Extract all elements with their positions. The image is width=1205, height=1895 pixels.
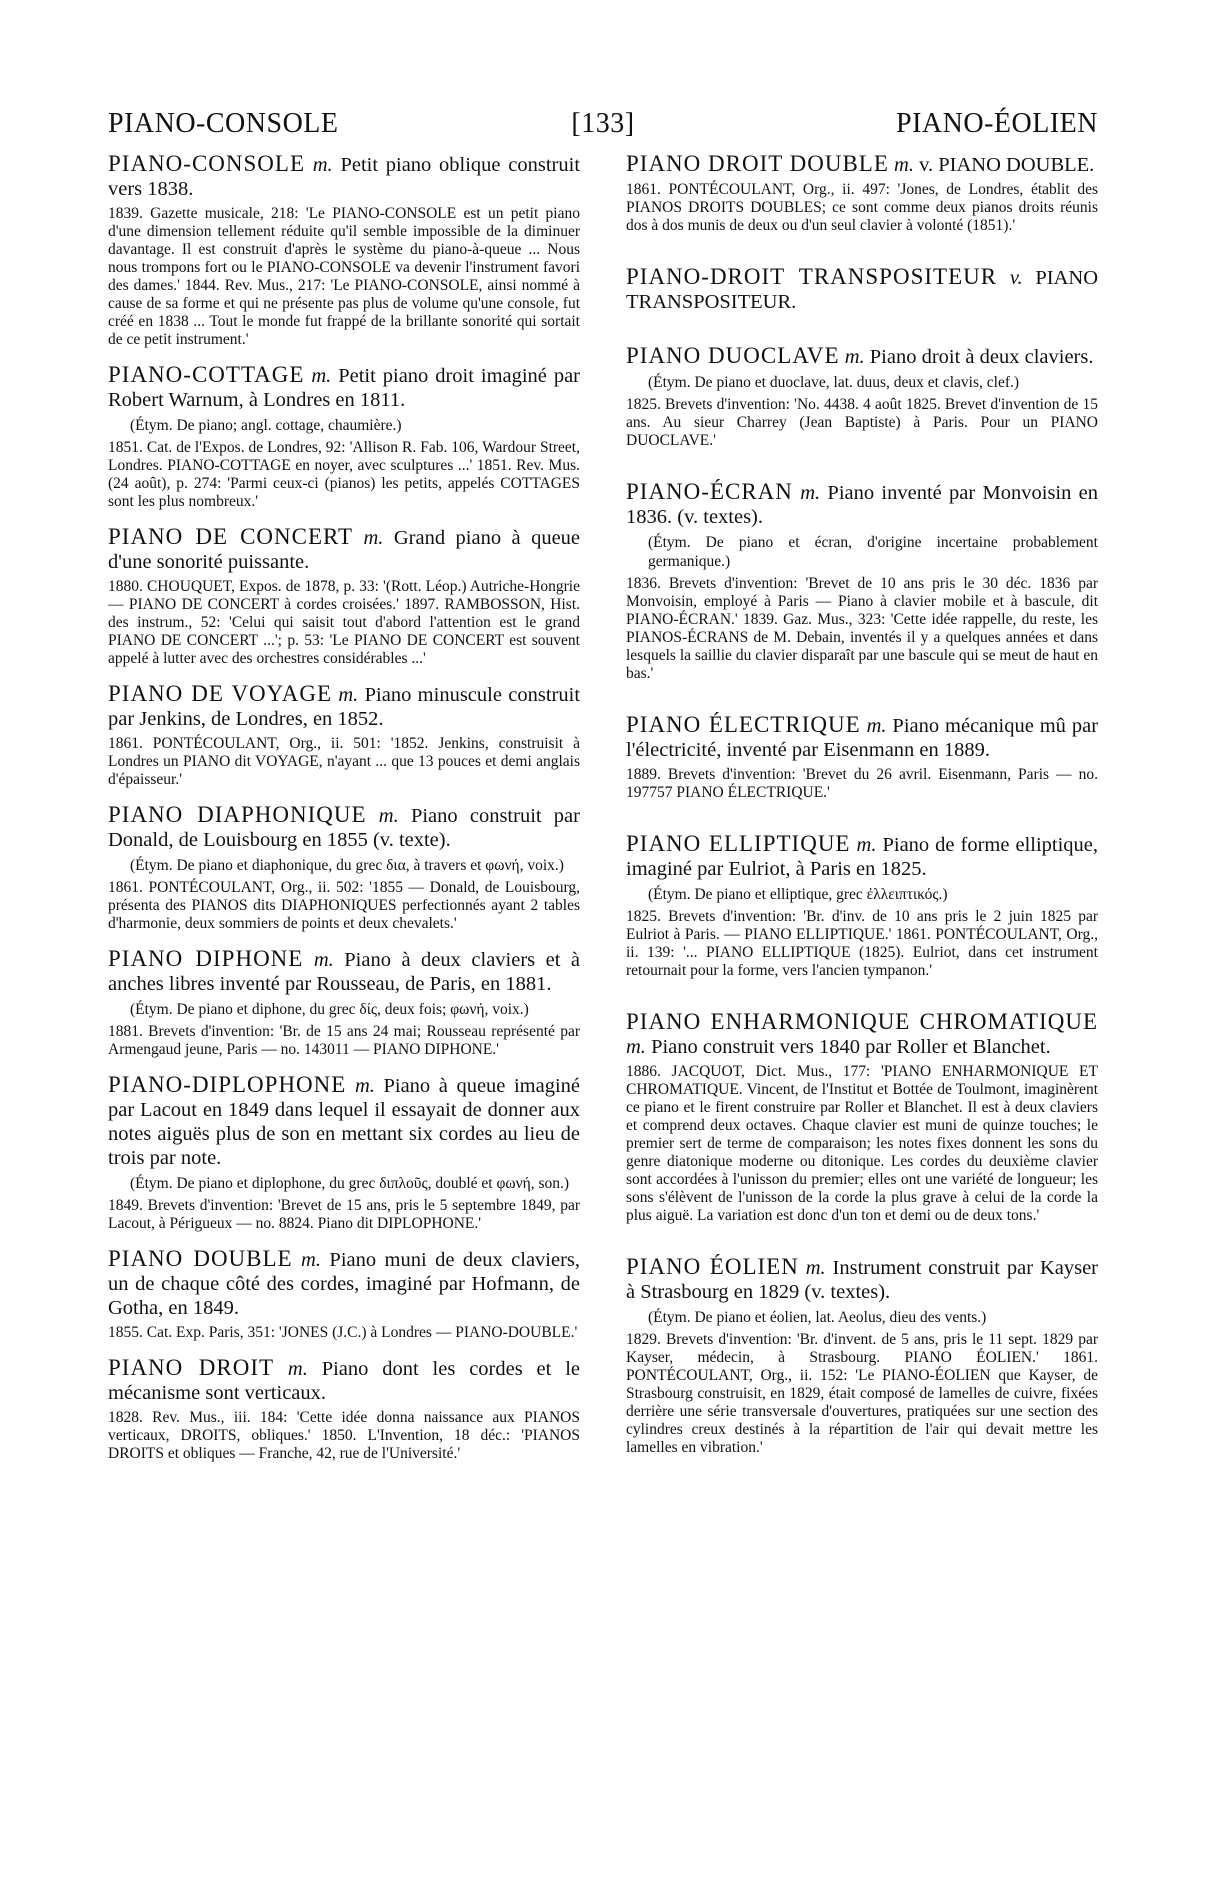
- headword: PIANO DE CONCERT: [108, 524, 354, 549]
- entry-piano-double: [108, 1247, 580, 1342]
- definition: Piano dont les cordes et le mécanisme sont verticaux.: [108, 1358, 580, 1404]
- part-of-speech: m.: [311, 365, 332, 387]
- part-of-speech: m.: [301, 1249, 321, 1271]
- etymology: (Étym. De piano et elliptique, grec ἐλλειπτικός.): [648, 886, 948, 903]
- part-of-speech: m.: [856, 834, 877, 856]
- entry-piano-cottage: [108, 363, 580, 511]
- part-of-speech: m.: [354, 1075, 375, 1097]
- entry-piano-eolien: [626, 1255, 1098, 1457]
- definition: Piano mécanique mû par l'électricité, inventé par Eisenmann en 1889.: [626, 715, 1099, 761]
- definition: Piano à queue imaginé par Lacout en 1849 dans lequel il essayait de donner aux notes aiguës plus de son en mettant six cordes au lieu de trois par note.: [108, 1075, 581, 1169]
- definition: Piano minuscule construit par Jenkins, de Londres, en 1852.: [108, 684, 581, 730]
- definition: Piano de forme elliptique, imaginé par Eulriot, à Paris en 1825.: [626, 834, 1099, 880]
- definition: Grand piano à queue d'une sonorité puissante.: [108, 527, 581, 573]
- part-of-speech: m.: [626, 1036, 646, 1058]
- running-head: [108, 108, 1098, 144]
- headword: PIANO DIPHONE: [108, 946, 304, 971]
- headword: PIANO ÉLECTRIQUE: [626, 712, 861, 737]
- citations: 1836. Brevets d'invention: 'Brevet de 10 ans pris le 30 déc. 1836 par Monvoisin, employé à Paris — Piano à clavier mobile et à bascule, dit PIANO-ÉCRAN.' 1839. Gaz. Mus., 323: 'Cette idée rappelle, du reste, les PIANOS-ÉCRANS de M. Debain, inventés il y a quelques années et dans lesquels la saillie du clavier disparaît par une bascule qui se meut de haut en bas.': [626, 575, 1098, 682]
- citations: 1851. Cat. de l'Expos. de Londres, 92: 'Allison R. Fab. 106, Wardour Street, Londres. PIANO-COTTAGE en noyer, avec sculptures ...' 1851. Rev. Mus. (24 août), p. 274: 'Parmi ceux-ci (pianos) les petits, appelés COTTAGES sont les plus nombreux.': [108, 439, 580, 510]
- headword: PIANO DIAPHONIQUE: [108, 802, 367, 827]
- citations: 1825. Brevets d'invention: 'No. 4438. 4 août 1825. Brevet d'invention de 15 ans. Au sieur Charrey (Jean Baptiste) à Paris. Pour un PIANO DUOCLAVE.': [626, 396, 1098, 449]
- definition: Piano droit à deux claviers.: [869, 346, 1094, 368]
- etymology: (Étym. De piano et diaphonique, du grec δια, à travers et φωνή, voix.): [130, 857, 564, 874]
- etymology: (Étym. De piano et écran, d'origine incertaine probablement germanique.): [648, 534, 1098, 570]
- headword: PIANO DUOCLAVE: [626, 343, 840, 368]
- headword: PIANO ENHARMONIQUE CHROMATIQUE: [626, 1009, 1098, 1034]
- entry-piano-de-concert: [108, 525, 580, 668]
- part-of-speech: m.: [805, 1257, 826, 1279]
- definition: Piano muni de deux claviers, un de chaque côté des cordes, imaginé par Hofmann, de Gotha, en 1849.: [108, 1249, 581, 1319]
- headword: PIANO-COTTAGE: [108, 362, 305, 387]
- etymology: (Étym. De piano et éolien, lat. Aeolus, dieu des vents.): [648, 1309, 987, 1326]
- left-column: [108, 152, 580, 1477]
- headword: PIANO-ÉCRAN: [626, 479, 793, 504]
- headword: PIANO-CONSOLE: [108, 151, 305, 176]
- headword: PIANO ELLIPTIQUE: [626, 831, 851, 856]
- citations: 1829. Brevets d'invention: 'Br. d'invent. de 5 ans, pris le 11 sept. 1829 par Kayser, médecin, à Strasbourg. PIANO ÉOLIEN.' 1861. PONTÉCOULANT, Org., ii. 152: 'Le PIANO-ÉOLIEN que Kayser, de Strasbourg construisit, en 1829, était composé de lamelles de cuivre, fixées derrière une série transversale d'ouvertures, pratiquées sur une section des cylindres creux destinés à la répartition de l'air qui devait mettre les lamelles en vibration.': [626, 1331, 1098, 1456]
- citations: 1881. Brevets d'invention: 'Br. de 15 ans 24 mai; Rousseau représenté par Armengaud jeune, Paris — no. 143011 — PIANO DIPHONE.': [108, 1023, 580, 1058]
- entry-piano-diaphonique: [108, 803, 580, 933]
- headword: PIANO-DROIT TRANSPOSITEUR: [626, 264, 998, 289]
- etymology: (Étym. De piano et duoclave, lat. duus, deux et clavis, clef.): [648, 374, 1020, 391]
- entry-piano-droit: [108, 1356, 580, 1463]
- entry-piano-electrique: [626, 713, 1098, 802]
- running-head-right: PIANO-ÉOLIEN: [896, 108, 1098, 139]
- citations: 1839. Gazette musicale, 218: 'Le PIANO-CONSOLE est un petit piano d'une dimension tellement réduite qu'il semble impossible de la diminuer davantage. Il est construit d'après le système du piano-à-queue ... Nous nous trompons fort ou le PIANO-CONSOLE va devenir l'instrument favori des dames.' 1844. Rev. Mus., 217: 'Le PIANO-CONSOLE, ainsi nommé à cause de sa forme et qui ne présente pas plus de volume qu'une console, fut créé en 1838 ... Tout le monde fut frappé de la brillante sonorité qui sortait de ce petit instrument.': [108, 205, 580, 348]
- part-of-speech: m.: [338, 684, 359, 706]
- definition: Piano inventé par Monvoisin en 1836. (v. textes).: [626, 482, 1099, 528]
- definition: Piano construit par Donald, de Louisbourg en 1855 (v. texte).: [108, 805, 580, 851]
- citations: 1849. Brevets d'invention: 'Brevet de 15 ans, pris le 5 septembre 1849, par Lacout, à Périgueux — no. 8824. Piano dit DIPLOPHONE.': [108, 1197, 580, 1232]
- entry-piano-ecran: [626, 480, 1098, 683]
- citations: 1861. PONTÉCOULANT, Org., ii. 502: '1855 — Donald, de Louisbourg, présenta des PIANOS dits DIAPHONIQUES perfectionnés ayant 2 tables d'harmonie, deux sommiers de points et deux chevalets.': [108, 879, 580, 932]
- part-of-speech: m.: [378, 805, 399, 827]
- entry-piano-diplophone: [108, 1073, 580, 1233]
- part-of-speech: m.: [313, 949, 334, 971]
- part-of-speech: m.: [363, 527, 384, 549]
- page-number: [133]: [571, 108, 635, 139]
- part-of-speech: m.: [844, 346, 865, 368]
- headword: PIANO DROIT DOUBLE: [626, 151, 889, 176]
- citations: 1861. PONTÉCOULANT, Org., ii. 501: '1852. Jenkins, construisit à Londres un PIANO dit VOYAGE, n'ayant ... que 13 pouces et demi anglais d'épaisseur.': [108, 735, 580, 788]
- entry-piano-droit-double: [626, 152, 1098, 235]
- definition: Piano construit vers 1840 par Roller et Blanchet.: [651, 1036, 1051, 1058]
- running-head-left: PIANO-CONSOLE: [108, 108, 339, 139]
- definition: PIANO TRANSPOSITEUR.: [626, 267, 1099, 313]
- entry-piano-enharmonique-chromatique: [626, 1010, 1098, 1225]
- etymology: (Étym. De piano et diplophone, du grec διπλοῦς, doublé et φωνή, son.): [130, 1175, 570, 1192]
- citations: 1825. Brevets d'invention: 'Br. d'inv. de 10 ans pris le 2 juin 1825 par Eulriot à Paris. — PIANO ELLIPTIQUE.' 1861. PONTÉCOULANT, Org., ii. 139: '... PIANO ELLIPTIQUE (1825). Eulriot, dans cet instrument retournait pour la forme, vers l'ancien tympanon.': [626, 908, 1098, 979]
- citations: 1855. Cat. Exp. Paris, 351: 'JONES (J.C.) à Londres — PIANO-DOUBLE.': [108, 1324, 578, 1341]
- headword: PIANO DROIT: [108, 1355, 275, 1380]
- definition: v. PIANO DOUBLE.: [919, 154, 1095, 176]
- entry-piano-elliptique: [626, 832, 1098, 980]
- headword: PIANO-DIPLOPHONE: [108, 1072, 347, 1097]
- definition: Petit piano oblique construit vers 1838.: [108, 154, 581, 200]
- entry-piano-duoclave: [626, 344, 1098, 450]
- etymology: (Étym. De piano; angl. cottage, chaumière.): [130, 417, 402, 434]
- headword: PIANO ÉOLIEN: [626, 1254, 799, 1279]
- citations: 1886. JACQUOT, Dict. Mus., 177: 'PIANO ENHARMONIQUE ET CHROMATIQUE. Vincent, de l'Institut et Bottée de Toulmont, imaginèrent ce piano et le firent construire par Roller et Blanchet. Il est à deux claviers et comprend deux octaves. Chaque clavier est muni de quinze touches; le premier sert de terme de comparaison; les notes fixes donnent les sons du genre diatonique moderne ou ditonique. Les cordes du deuxième clavier sont accordées à l'unisson du premier; elles ont une variété de longueur; les sons s'élèvent de l'unisson de la corde la plus grave à celui de la corde la plus aiguë. La variation est donc d'un ton et demi ou de deux tons.': [626, 1063, 1098, 1224]
- part-of-speech: m.: [800, 482, 821, 504]
- right-column: [626, 152, 1098, 1471]
- part-of-speech: m.: [894, 154, 914, 176]
- part-of-speech: m.: [866, 715, 887, 737]
- headword: PIANO DE VOYAGE: [108, 681, 333, 706]
- definition: Piano à deux claviers et à anches libres inventé par Rousseau, de Paris, en 1881.: [108, 949, 581, 995]
- entry-piano-de-voyage: [108, 682, 580, 789]
- citations: 1861. PONTÉCOULANT, Org., ii. 497: 'Jones, de Londres, établit des PIANOS DROITS DOUBLES; ce sont comme deux pianos droits réunis dos à dos munis de deux ou d'un seul clavier à volonté (1851).': [626, 181, 1098, 234]
- citations: 1889. Brevets d'invention: 'Brevet du 26 avril. Eisenmann, Paris — no. 197757 PIANO ÉLECTRIQUE.': [626, 766, 1098, 801]
- entry-piano-console: [108, 152, 580, 349]
- part-of-speech: v.: [1009, 267, 1023, 289]
- definition: Instrument construit par Kayser à Strasbourg en 1829 (v. textes).: [626, 1257, 1098, 1303]
- citations: 1880. CHOUQUET, Expos. de 1878, p. 33: '(Rott. Léop.) Autriche-Hongrie — PIANO DE CONCERT à cordes croisées.' 1897. RAMBOSSON, Hist. des instrum., 52: 'Celui qui saisit tout d'abord l'attention est le grand PIANO DE CONCERT ...'; p. 53: 'Le PIANO DE CONCERT est souvent appelé à lutter avec des orchestres considérables ...': [108, 578, 580, 667]
- headword: PIANO DOUBLE: [108, 1246, 293, 1271]
- entry-piano-droit-transpositeur: [626, 265, 1098, 314]
- definition: Petit piano droit imaginé par Robert Warnum, à Londres en 1811.: [108, 365, 581, 411]
- citations: 1828. Rev. Mus., iii. 184: 'Cette idée donna naissance aux PIANOS verticaux, DROITS, obliques.' 1850. L'Invention, 18 déc.: 'PIANOS DROITS et obliques — Franche, 42, rue de l'Université.': [108, 1409, 580, 1462]
- etymology: (Étym. De piano et diphone, du grec δίς, deux fois; φωνή, voix.): [130, 1001, 529, 1018]
- part-of-speech: m.: [287, 1358, 308, 1380]
- part-of-speech: m.: [312, 154, 333, 176]
- entry-piano-diphone: [108, 947, 580, 1059]
